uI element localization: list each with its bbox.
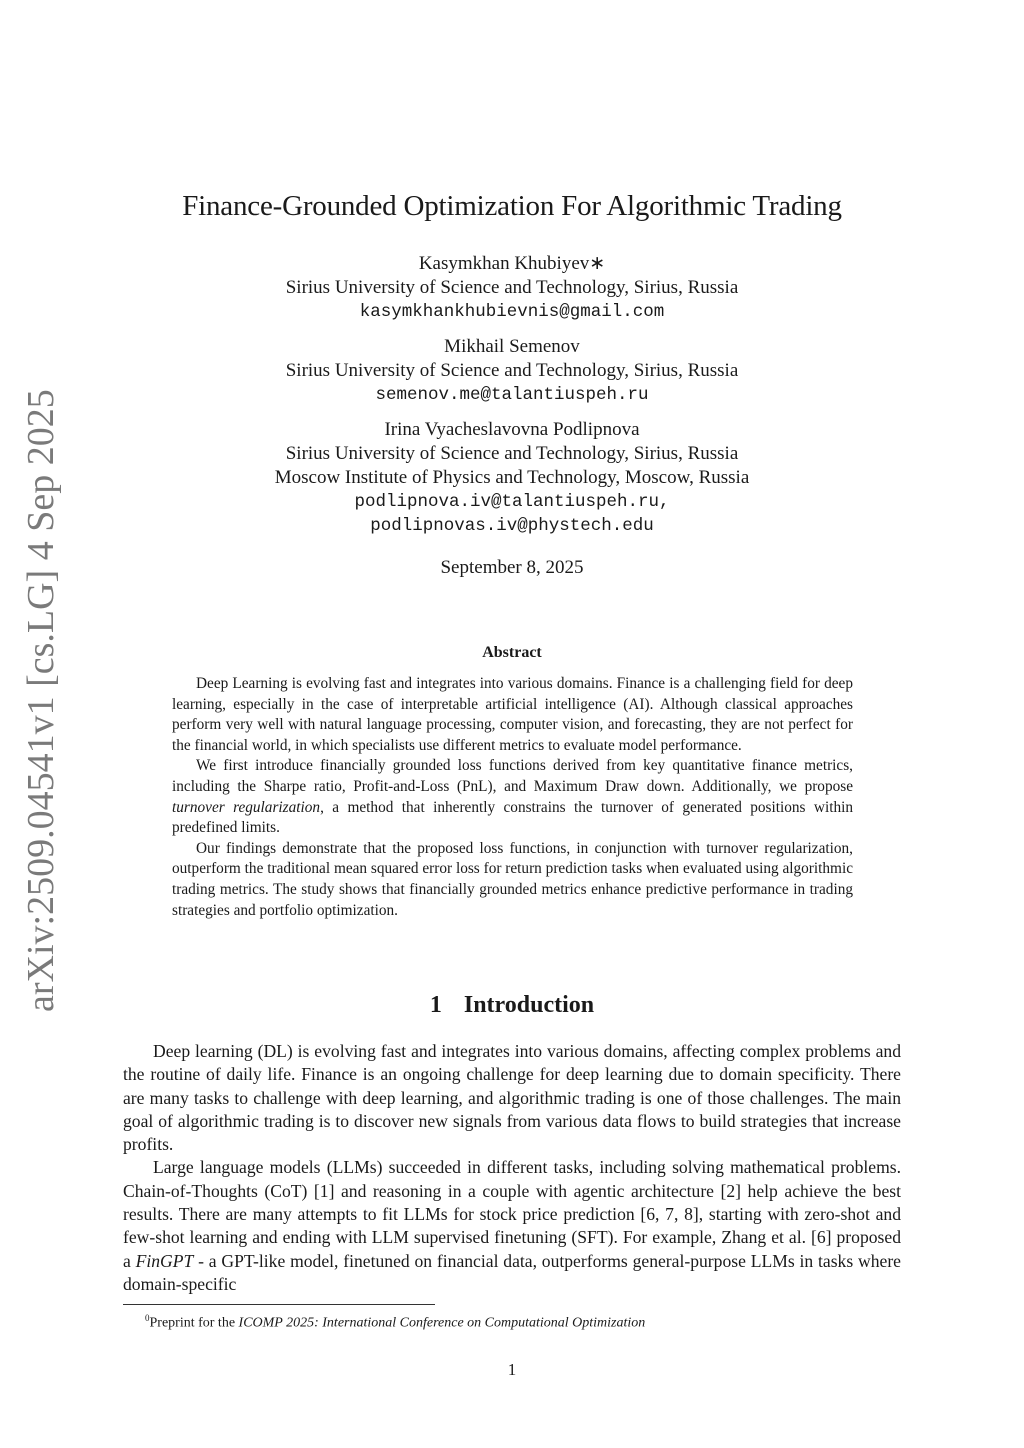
author-affiliation: Sirius University of Science and Technology, Sirius, Russia — [285, 360, 739, 381]
paper-date: September 8, 2025 — [440, 557, 584, 578]
paper-title: Finance-Grounded Optimization For Algorithmic Trading — [182, 190, 842, 222]
author-email: kasymkhankhubievnis@gmail.com — [359, 302, 665, 322]
author-block — [0, 335, 1024, 407]
footnote: $^0$Preprint for the ICOMP 2025: International Conference on Computational Optimization — [145, 1313, 646, 1331]
section-title: Introduction — [463, 992, 595, 1018]
author-block — [0, 252, 1024, 324]
abstract-paragraph: Deep Learning is evolving fast and integrates into various domains. Finance is a challenging field for deep learning, especially in the case of interpretable artificial intelligence (AI). Although classical approaches perform very well with natural language processing, computer vision, and forecasting, they are not perfect for the financial world, in which specialists use different metrics to evaluate model performance. — [172, 675, 853, 754]
page-number: 1 — [507, 1360, 517, 1379]
footnote-marker: 0 — [145, 1313, 150, 1323]
body-paragraph: Large language models (LLMs) succeeded in different tasks, including solving mathematical problems. Chain-of-Thoughts (CoT) [1] and reasoning in a couple with agentic architecture [2] help achieve the best results. There are many attempts to fit LLMs for stock price prediction [6, 7, 8], starting with zero-shot and few-shot learning and ending with LLM supervised finetuning (SFT). For example, Zhang et al. [6] proposed a FinGPT - a GPT-like model, finetuned on financial data, outperforms general-purpose LLMs in tasks where domain-specific — [123, 1157, 901, 1294]
author-name: Irina Vyacheslavovna Podlipnova — [384, 419, 640, 440]
section-heading — [0, 992, 1024, 1019]
section-body — [123, 1040, 901, 1296]
author-block — [0, 418, 1024, 538]
abstract-paragraph: We first introduce financially grounded loss functions derived from key quantitative finance metrics, including the Sharpe ratio, Profit-and-Loss (PnL), and Maximum Draw down. Additionally, we propose turnover regularization, a method that inherently constrains the turnover of generated positions within predefined limits. — [172, 757, 853, 837]
author-name: Mikhail Semenov — [444, 336, 580, 357]
abstract-heading: Abstract — [482, 644, 542, 661]
abstract-paragraph: Our findings demonstrate that the proposed loss functions, in conjunction with turnover regularization, outperform the traditional mean squared error loss for return prediction tasks when evaluated using algorithmic trading metrics. The study shows that financially grounded metrics enhance predictive performance in trading strategies and portfolio optimization. — [172, 839, 853, 919]
section-number: 1 — [429, 992, 442, 1018]
author-email: semenov.me@talantiuspeh.ru — [375, 385, 649, 405]
abstract-body — [172, 674, 853, 921]
author-affiliation: Sirius University of Science and Technology, Sirius, Russia — [285, 443, 739, 464]
footnote-divider — [123, 1304, 435, 1305]
author-email: podlipnovas.iv@phystech.edu — [370, 516, 654, 536]
author-affiliation: Moscow Institute of Physics and Technology, Moscow, Russia — [274, 467, 750, 488]
arxiv-identifier-stamp: arXiv:2509.04541v1 [cs.LG] 4 Sep 2025 — [20, 389, 62, 1012]
body-paragraph: Deep learning (DL) is evolving fast and integrates into various domains, affecting complex problems and the routine of daily life. Finance is an ongoing challenge for deep learning due to domain specificity. There are many tasks to challenge with deep learning, and algorithmic trading is one of those challenges. The main goal of algorithmic trading is to discover new signals from various data flows to build strategies that increase profits. — [123, 1041, 901, 1155]
author-name: Kasymkhan Khubiyev∗ — [418, 253, 606, 274]
author-email: podlipnova.iv@talantiuspeh.ru, — [354, 492, 670, 512]
author-affiliation: Sirius University of Science and Technology, Sirius, Russia — [285, 277, 739, 298]
author-list — [0, 252, 1024, 580]
